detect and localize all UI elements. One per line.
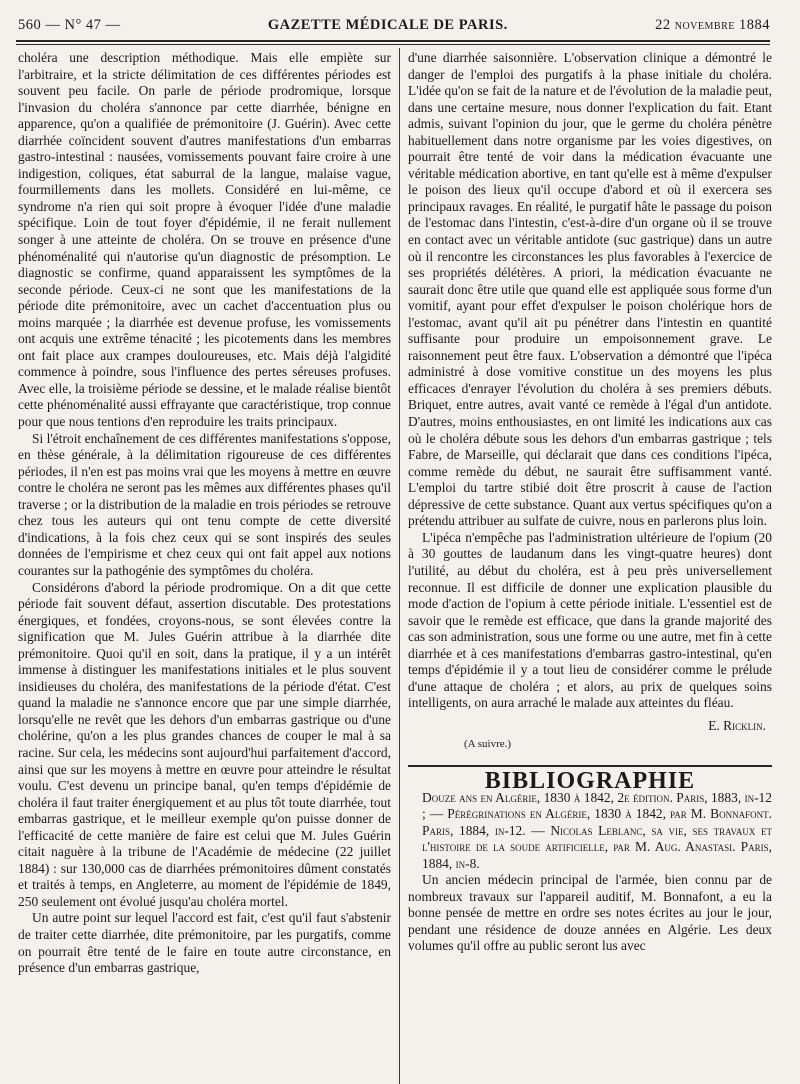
right-column [408,50,772,955]
author-signature: E. Ricklin. [708,717,766,733]
bibliography-reference: Douze ans en Algérie, 1830 à 1842, 2e édition. Paris, 1883, in-12 ; — Pérégrinations en Algérie, 1830 à 1842, par M. Bonnafont. Paris, 1884, in-12. — Nicolas Leblanc, sa vie, ses travaux et l'histoire de la soude artificielle, par M. Aug. Anastasi. Paris, 1884, in-8. [422,789,772,871]
paragraph: d'une diarrhée saisonnière. L'observation clinique a démontré le danger de l'emploi des purgatifs à la phase initiale du choléra. L'idée qu'on se fait de la nature et de l'évolution de la maladie peut, dans une certaine mesure, nous donner l'explication du fait. Etant admis, suivant l'opinion du jour, que le germe du choléra pénètre habituellement dans notre organisme par les voies digestives, on pourrait être tenté de voir dans la médication évacuante une véritable médication abortive, en tant qu'elle est à même d'expulser le poison des lieux qu'il occupe d'abord et où il exercera ses principaux ravages. En réalité, le purgatif hâte le passage du poison de l'estomac dans l'intestin, c'est-à-dire d'un organe où il se trouve en contact avec un véritable antidote (suc gastrique) dans un autre où il rencontre les circonstances les plus favorables à l'exercice de ses propriétés délétères. A priori, la médication évacuante ne saurait donc être utile que quand elle est appliquée sous forme d'un vomitif, ayant pour effet d'expulser le poison cholérique hors de l'estomac, avant qu'il ait pu pénétrer dans l'intestin en quantité suffisante pour produire un empoisonnement grave. Le raisonnement peut être faux. L'observation a démontré que l'ipéca administré à dose vomitive constitue un des moyens les plus efficaces d'enrayer l'évolution du choléra à ses premiers débuts. Briquet, entre autres, avait vanté ce remède à l'égal d'un antidote. D'autres, moins enthousiastes, en ont limité les indications aux cas où le choléra débute sous les dehors d'un embarras gastrique ; tels Fabre, de Marseille, qui déclarait que dans ces conditions l'ipéca, comme remède du début, ne saurait être suffisamment vanté. L'emploi du tartre stibié doit être proscrit à cause de l'action dépressive de cette substance. Quant aux vertus spécifiques qu'on a prétendu attribuer au sulfate de cuivre, nous en parlerons plus loin. [408,50,772,529]
issue-date: 22 novembre 1884 [655,16,770,33]
column-divider [399,48,400,1084]
section-rule [408,765,772,767]
header-rule [16,40,770,45]
paragraph: Un ancien médecin principal de l'armée, bien connu par de nombreux travaux sur l'appareil auditif, M. Bonnafont, a eu la bonne pensée de mettre en ordre ses notes écrites au jour le jour, pendant une résidence de douze années en Algérie. Les deux volumes qu'il offre au public seront lus avec [408,872,772,954]
page-number-issue: 560 — N° 47 — [18,16,121,33]
paragraph: Un autre point sur lequel l'accord est fait, c'est qu'il faut s'abstenir de traiter cette diarrhée, dite prémonitoire, par les purgatifs, comme on pourrait être tenté de le faire en toute autre circonstance, en présence d'un embarras gastrique, [18,910,391,976]
paragraph: Si l'étroit enchaînement de ces différentes manifestations s'oppose, en thèse générale, à la délimitation rigoureuse de ces différentes périodes, il n'en est pas moins vrai que les moyens à mettre en œuvre contre le choléra ne seront pas les mêmes aux différentes phases qu'il traverse ; or la distribution de la maladie en trois périodes se retrouve chez tous les auteurs qui ont tenu compte de cette diversité d'indications, à la fois chez ceux qui se sont inspirés des seules données de l'empirisme et chez ceux qui ont fait appel aux notions courantes sur la pathogénie des symptômes du choléra. [18,430,391,578]
paragraph: L'ipéca n'empêche pas l'administration ultérieure de l'opium (20 à 30 gouttes de laudanum dans les vingt-quatre heures) dont l'utilité, au début du choléra, est à peu près universellement reconnue. Il est difficile de donner une explication plausible du mode d'action de l'opium à cette période initiale. L'essentiel est de savoir que le remède est efficace, que dans la grande majorité des cas son administration, sous une forme ou une autre, met fin à cette diarrhée et à ces manifestations d'embarras gastro-intestinal, qu'en temps d'épidémie il y a tout lieu de considérer comme le prélude d'une attaque de choléra ; et alors, au prix de quelques soins intelligents, on aura arraché le malade aux atteintes du fléau. [408,529,772,711]
paragraph: Considérons d'abord la période prodromique. On a dit que cette période fait souvent défaut, assertion discutable. Des protestations énergiques, et fondées, croyons-nous, se sont élevées contre la signification que M. Jules Guérin attribue à la diarrhée dite prémonitoire. Quoi qu'il en soit, dans la pratique, il y a un intérêt immense à distinguer les manifestations initiales et le plus souvent insidieuses du choléra, des manifestations de la période d'état. C'est quand la maladie ne s'annonce encore que par une simple diarrhée, lorsqu'elle ne revêt que les dehors d'un embarras gastrique ou d'une cholérine, qu'on a les plus grandes chances de couper le mal à sa racine. Sur cela, les médecins sont aujourd'hui parfaitement d'accord, ainsi que sur les moyens à mettre en œuvre pour atteindre le résultat voulu. C'est devenu un principe banal, qu'en temps d'épidémie de choléra il faut traiter énergiquement et au plus tôt toute diarrhée, tout embarras gastrique, et le meilleur exemple qu'on puisse donner de l'efficacité de cette manière de faire est celui que M. Jules Guérin citait naguère à la tribune de l'Académie de médecine (22 juillet 1884) : sur 130,000 cas de diarrhées prémonitoires dûment constatés et traités à temps, en Angleterre, au moment de l'épidémie de 1849, 250 seulement ont évolué jusqu'au choléra mortel. [18,579,391,909]
bibliography-heading [408,767,772,794]
paragraph: choléra une description méthodique. Mais elle empiète sur l'arbitraire, et la stricte délimitation de ces différentes périodes est souvent peu facile. On parle de période prodromique, lorsque l'invasion du choléra s'annonce par cette diarrhée, bénigne en apparence, qu'on a qualifiée de prémonitoire (J. Guérin). Avec cette diarrhée coïncident souvent d'autres manifestations d'un embarras gastro-intestinal : nausées, vomissements pouvant faire croire à une indigestion, coliques, état saburral de la langue, malaise vague, fourmillements dans les mollets. Considéré en lui-même, ce syndrome n'a rien qui soit propre à évoquer l'idée d'une maladie spécifique. Loin de tout foyer d'épidémie, il ne ferait nullement songer à une atteinte de choléra. On se trouve en présence d'une phénoménalité qui n'autorise qu'un diagnostic de présomption. Le diagnostic se confirme, quand apparaissent les symptômes de la seconde période. Ceux-ci ne sont que les manifestations de la période dite prémonitoire, avec un cachet d'accentuation plus ou moins marquée ; la diarrhée est devenue profuse, les vomissements ont acquis une extrême ténacité ; les picotements dans les membres ont fait place aux crampes douloureuses, etc. Mais déjà l'algidité commence à poindre, sous l'influence des pertes séreuses profuses. Avec elle, la troisième période se dessine, et le malade réalise bientôt cette phénoménalité aussi effrayante que caractéristique, trop connue pour que nous tentions d'en reproduire les traits principaux. [18,50,391,430]
journal-title: GAZETTE MÉDICALE DE PARIS. [267,16,508,33]
left-column [18,50,391,977]
page-header [18,12,770,38]
continued-note: (A suivre.) [464,738,512,751]
bibliography-title: BIBLIOGRAPHIE [484,767,696,794]
